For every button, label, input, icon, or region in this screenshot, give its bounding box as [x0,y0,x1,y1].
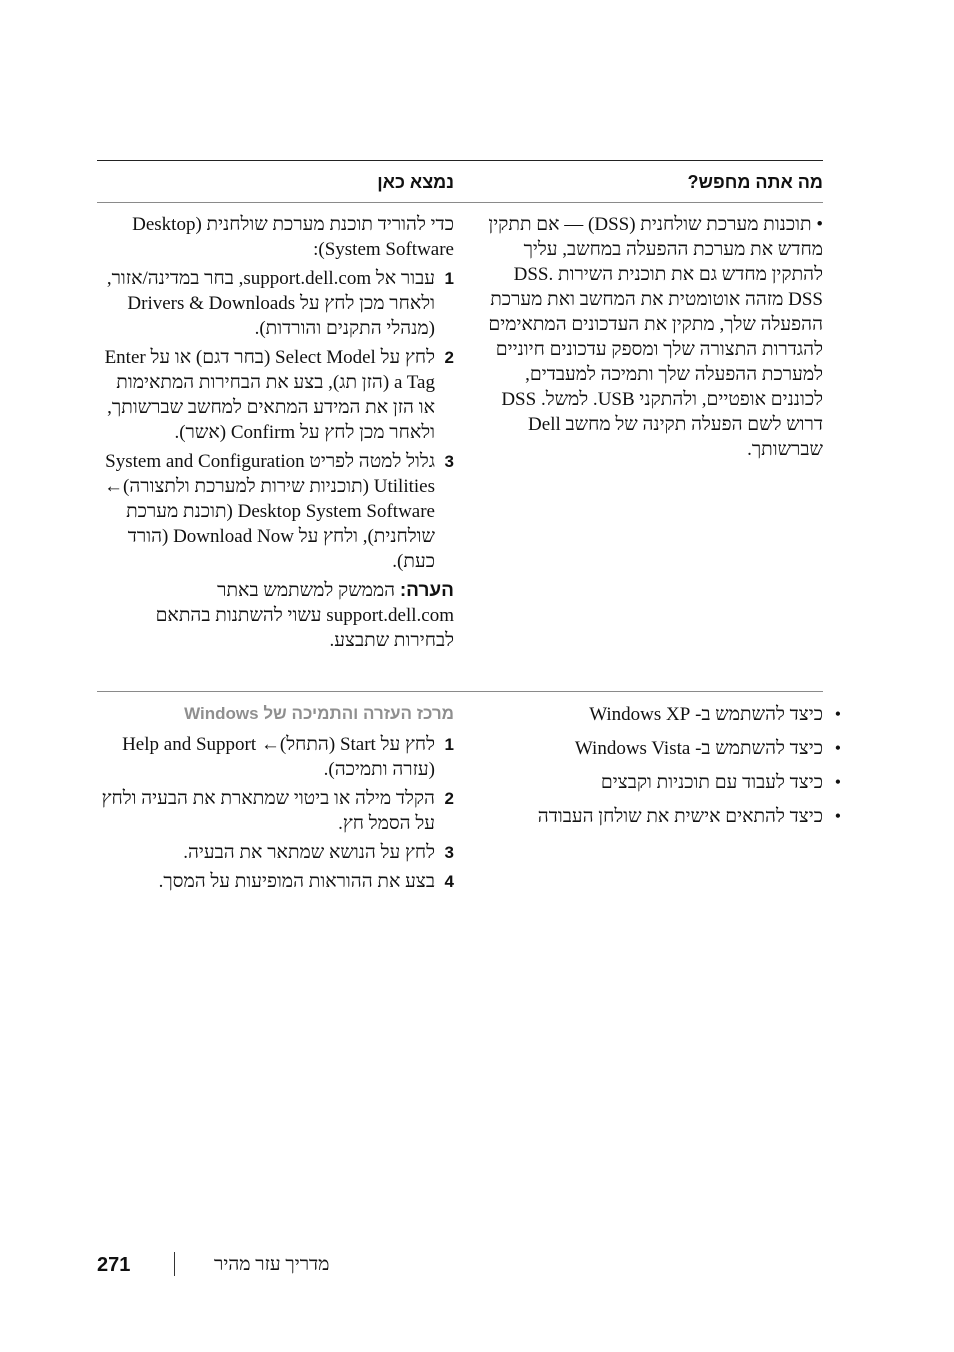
step-text: בצע את ההוראות המופיעות על המסך. [158,871,435,892]
note-text: הממשק למשתמש באתר support.dell.com עשוי להשתנות בהתאם לבחירות שתבצע. [155,580,454,651]
page-number: 271 [97,1254,131,1276]
row1-step [97,449,454,574]
row1-note [97,578,454,653]
step-number: 3 [444,452,454,471]
row1-intro: כדי להוריד תוכנת מערכת שולחנית (Desktop System Software): [132,214,454,260]
row1-step [97,266,454,341]
step-number: 3 [444,843,454,862]
table-top-rule [97,160,823,161]
row2-questions [493,702,841,838]
row2-step [94,786,454,836]
bullet-icon: • [834,772,841,792]
step-number: 1 [444,269,454,288]
step-text: הקלד מילה או ביטוי שמתארת את הבעיה ולחץ על הסמל חץ. [101,788,435,834]
row1-question [483,212,823,462]
column-header-location: נמצא כאן [377,172,454,192]
footer-title: מדריך עזר מהיר [214,1254,330,1275]
column-header-question: מה אתה מחפש? [687,172,823,192]
step-text: גלול למטה לפריט System and Configuration Utilities (תוכניות שירות למערכת ולתצורה)← Desktop System Software (תוכנת מערכת שולחנית), ולחץ על Download Now (הורד כעת). [104,451,435,572]
list-item: • כיצד להשתמש ב- Windows XP [589,704,841,725]
row1-step [97,345,454,445]
list-item: • כיצד לעבוד עם תוכניות וקבצים [600,772,841,793]
step-text: לחץ על Select Model (בחר דגם) או על Enter a Tag (הזן תג), בצע את הבחירות המתאימות או הזן את המידע המתאים למחשב שברשותך, ולאחר מכן לחץ על Confirm (אשר). [104,347,435,443]
row1-question-text: • תוכנות מערכת שולחנית (DSS) — אם תתקין מחדש את מערכת ההפעלה במחשב, עליך להתקין מחדש גם את תוכנית השירות DSS. DSS מזהה אוטומטית את המחשב ואת מערכת ההפעלה שלך, מתקין את העדכונים המתאימים להגדרות התצורה שלך ומספק עדכונים חיוניים למערכת ההפעלה שלך ותמיכה למעבדים, לכוננים אופטיים, ולהתקני USB. למשל. DSS דרוש לשם הפעלה תקינה של מחשב Dell שברשותך. [488,214,823,460]
step-text: לחץ על Start (התחל)← Help and Support (עזרה ותמיכה). [122,734,435,780]
row2-step [94,732,454,782]
row2-step [94,869,454,894]
row1-answer [97,212,454,653]
row2-subhead: מרכז העזרה והתמיכה של Windows [184,704,454,723]
list-item: • כיצד להשתמש ב- Windows Vista [574,738,841,759]
step-number: 2 [444,348,454,367]
list-item: • כיצד להתאים אישית את שולחן העבודה [537,806,841,827]
step-number: 1 [444,735,454,754]
bullet-icon: • [834,704,841,724]
bullet-icon: • [834,738,841,758]
row2-answer [94,704,454,898]
note-label: הערה: [399,580,454,601]
step-number: 2 [444,789,454,808]
step-text: לחץ על הנושא שמתאר את הבעיה. [183,842,435,863]
footer-separator [174,1252,175,1276]
step-text: עבור אל support.dell.com, בחר במדינה/אזור, ולאחר מכן לחץ על Drivers & Downloads (מנהלי התקנים והורדות). [106,268,435,339]
step-number: 4 [444,872,454,891]
row-separator [97,691,823,692]
row2-step [94,840,454,865]
header-rule [97,202,823,203]
bullet-icon: • [834,806,841,826]
